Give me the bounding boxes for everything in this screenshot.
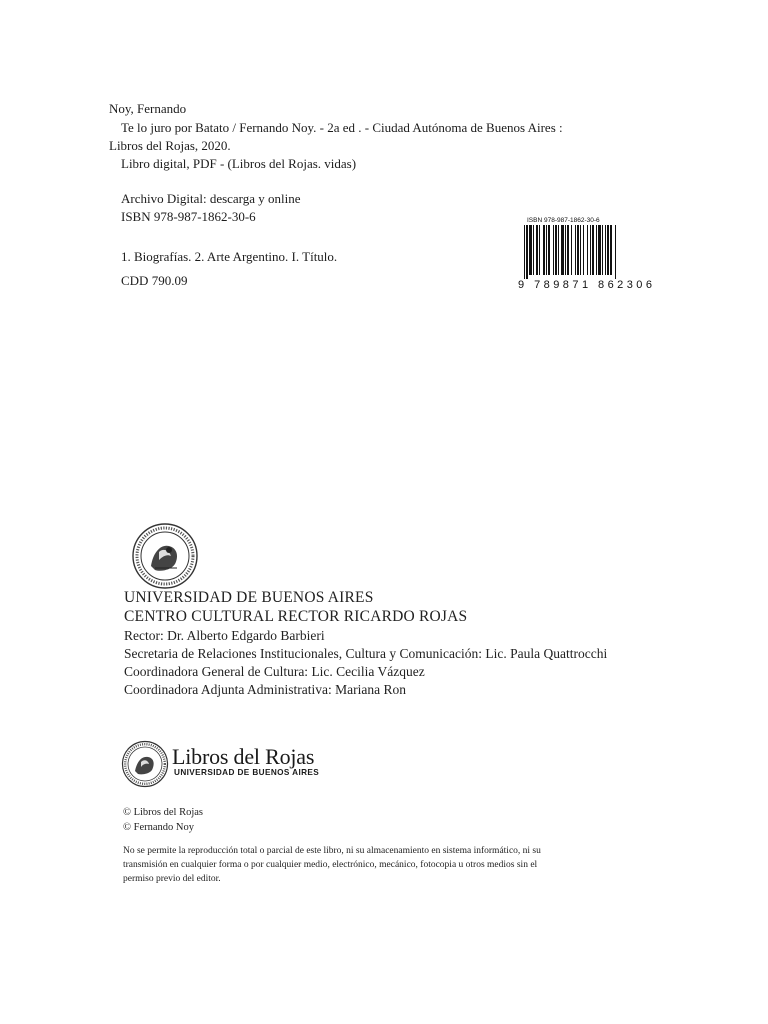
publisher-subtitle: UNIVERSIDAD DE BUENOS AIRES: [174, 768, 320, 777]
copyright-line2: © Fernando Noy: [123, 822, 194, 833]
publisher-seal-logo: [121, 740, 169, 788]
isbn-barcode: [518, 214, 652, 292]
legal-line1: No se permite la reproducción total o parcial de este libro, ni su almacenamiento en sistema informático, ni su: [123, 846, 541, 856]
catalog-cdd: CDD 790.09: [121, 273, 188, 288]
catalog-format: Libro digital, PDF - (Libros del Rojas. vidas): [121, 156, 357, 171]
institution-coord-adjunta: Coordinadora Adjunta Administrativa: Mariana Ron: [124, 682, 406, 697]
copyright-line1: © Libros del Rojas: [123, 807, 204, 818]
institution-center: CENTRO CULTURAL RECTOR RICARDO ROJAS: [124, 608, 468, 625]
institution-name: UNIVERSIDAD DE BUENOS AIRES: [124, 589, 374, 606]
catalog-isbn: ISBN 978-987-1862-30-6: [121, 209, 256, 224]
legal-line3: permiso previo del editor.: [123, 874, 221, 884]
barcode-digits: 9 789871 862306: [518, 279, 652, 291]
institution-rector: Rector: Dr. Alberto Edgardo Barbieri: [124, 628, 325, 643]
legal-line2: transmisión en cualquier forma o por cualquier medio, electrónico, mecánico, fotocopia u otros medios sin el: [123, 860, 538, 870]
barcode-bars: [524, 225, 616, 279]
legal-notice: [123, 844, 643, 886]
catalog-archive: Archivo Digital: descarga y online: [121, 191, 301, 206]
catalog-subjects: 1. Biografías. 2. Arte Argentino. I. Título.: [121, 249, 338, 264]
barcode-isbn-text: ISBN 978-987-1862-30-6: [527, 217, 600, 224]
catalog-title-line2: Libros del Rojas, 2020.: [109, 138, 231, 153]
institution-coord-general: Coordinadora General de Cultura: Lic. Cecilia Vázquez: [124, 664, 425, 679]
publisher-name: Libros del Rojas: [172, 744, 315, 769]
catalog-title-line1: Te lo juro por Batato / Fernando Noy. - 2a ed . - Ciudad Autónoma de Buenos Aires :: [121, 120, 563, 135]
uba-seal-logo: [131, 522, 199, 590]
catalog-author: Noy, Fernando: [109, 101, 187, 116]
institution-secretaria: Secretaria de Relaciones Institucionales, Cultura y Comunicación: Lic. Paula Quattrocchi: [124, 646, 608, 661]
